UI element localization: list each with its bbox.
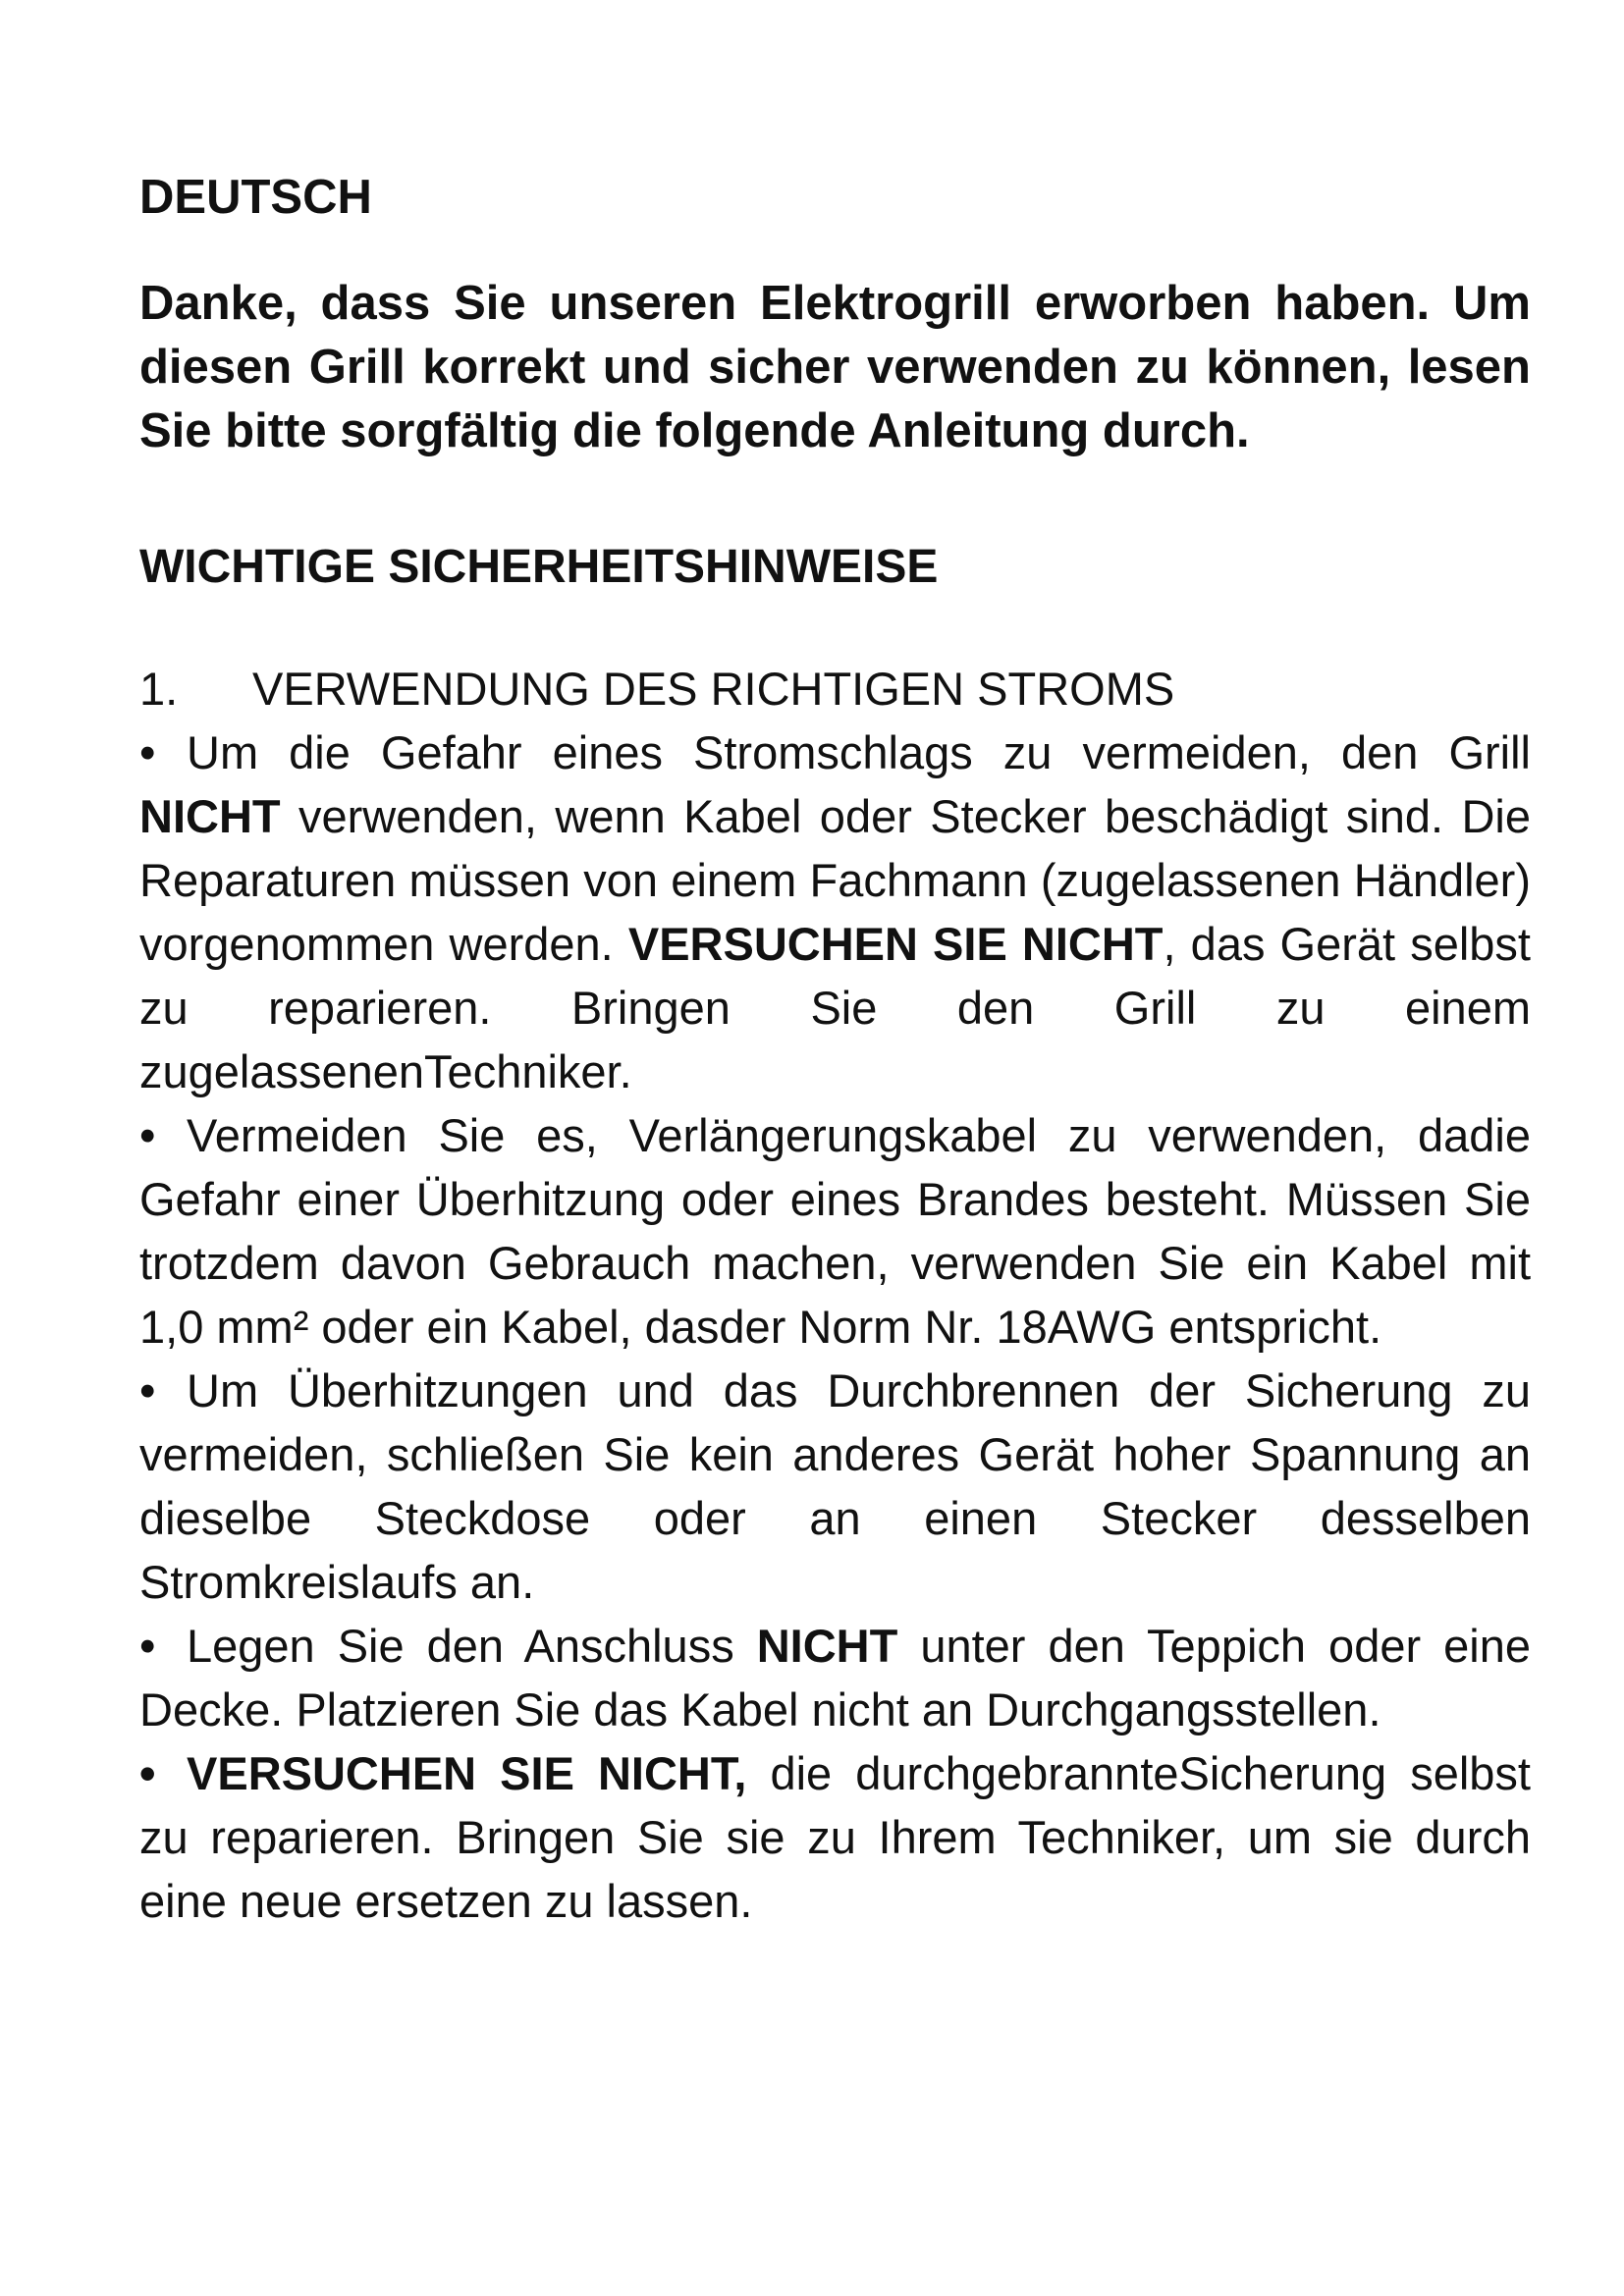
bullet-text: Um die Gefahr eines Stromschlags zu vermeiden, den Grill	[187, 726, 1531, 778]
bullet-emphasis: NICHT	[139, 790, 281, 842]
bullet-text: unter den Teppich oder eine Decke. Platzieren Sie das Kabel nicht an Durchgangsstellen.	[139, 1620, 1531, 1735]
bullet-text: verwenden, wenn Kabel oder Stecker beschädigt sind. Die Reparaturen müssen von einem Fachmann (zugelassenen Händler) vorgenommen werden.	[139, 790, 1531, 970]
bullet-text: Legen Sie den Anschluss	[187, 1620, 757, 1672]
bullet-item	[139, 1741, 1531, 1933]
bullet-emphasis: VERSUCHEN SIE NICHT,	[187, 1747, 747, 1799]
bullet-icon: •	[139, 1109, 156, 1161]
bullet-item	[139, 1614, 1531, 1741]
bullet-icon: •	[139, 1747, 156, 1799]
bullet-item	[139, 1103, 1531, 1359]
bullet-emphasis: VERSUCHEN SIE NICHT	[627, 918, 1164, 970]
bullet-text: , das Gerät selbst zu reparieren. Bringen Sie den Grill zu einem zugelassenenTechniker.	[139, 918, 1531, 1097]
item-title: VERWENDUNG DES RICHTIGEN STROMS	[252, 663, 1175, 715]
bullet-icon: •	[139, 1620, 156, 1672]
bullet-text: die durchgebrannteSicherung selbst zu reparieren. Bringen Sie sie zu Ihrem Techniker, um sie durch eine neue ersetzen zu lassen.	[139, 1747, 1531, 1927]
intro-paragraph: Danke, dass Sie unseren Elektrogrill erworben haben. Um diesen Grill korrekt und sicher verwenden zu können, lesen Sie bitte sorgfältig die folgende Anleitung durch.	[139, 277, 1531, 457]
item-number: 1.	[139, 663, 179, 715]
bullet-emphasis: NICHT	[756, 1620, 898, 1672]
section-title: WICHTIGE SICHERHEITSHINWEISE	[139, 541, 939, 593]
bullet-item	[139, 721, 1531, 1103]
bullet-icon: •	[139, 1364, 156, 1416]
bullet-text: Vermeiden Sie es, Verlängerungskabel zu verwenden, dadie Gefahr einer Überhitzung oder eines Brandes besteht. Müssen Sie trotzdem davon Gebrauch machen, verwenden Sie ein Kabel mit 1,0 mm² oder ein Kabel, dasder Norm Nr. 18AWG entspricht.	[139, 1109, 1531, 1353]
bullet-text: Um Überhitzungen und das Durchbrennen der Sicherung zu vermeiden, schließen Sie kein anderes Gerät hoher Spannung an dieselbe Steckdose oder an einen Stecker desselben Stromkreislaufs an.	[139, 1364, 1531, 1608]
item-heading	[139, 657, 1531, 721]
bullet-icon: •	[139, 726, 156, 778]
bullet-item	[139, 1359, 1531, 1614]
language-heading: DEUTSCH	[139, 171, 372, 224]
